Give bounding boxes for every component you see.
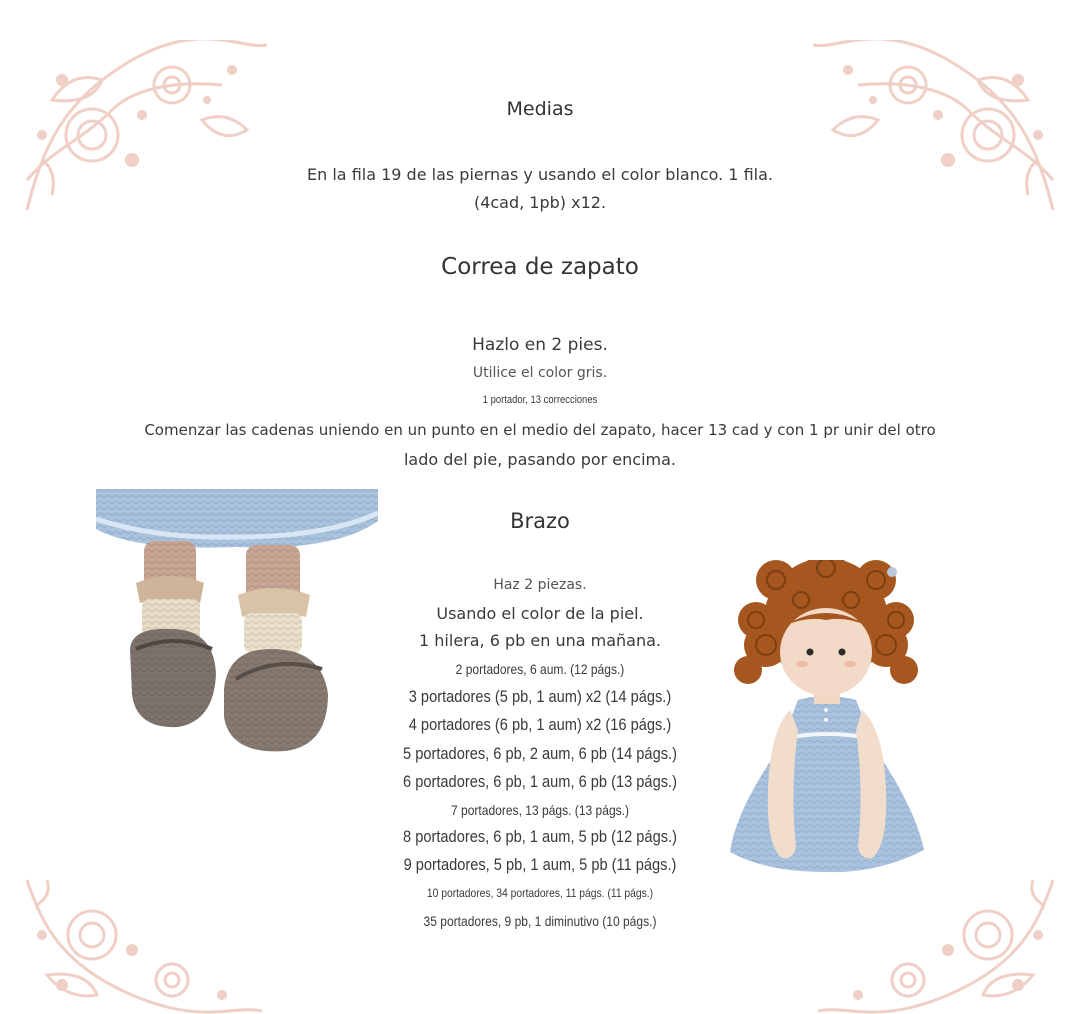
correa-line-5: lado del pie, pasando por encima. (403, 450, 676, 469)
brazo-line: 8 portadores, 6 pb, 1 aum, 5 pb (12 págs.) (403, 827, 677, 846)
medias-instruction-line-1: En la fila 19 de las piernas y usando el color blanco. 1 fila. (307, 165, 773, 184)
correa-line-2: Utilice el color gris. (472, 365, 608, 381)
brazo-line: 2 portadores, 6 aum. (12 págs.) (455, 661, 625, 677)
correa-line-3: 1 portador, 13 correcciones (482, 394, 598, 406)
medias-instruction-line-2: (4cad, 1pb) x12. (473, 193, 607, 212)
section-title-medias: Medias (506, 98, 574, 120)
correa-line-4: Comenzar las cadenas uniendo en un punto en el medio del zapato, hacer 13 cad y con 1 pr unir del otro (144, 421, 936, 439)
section-title-brazo: Brazo (510, 509, 570, 533)
doll-photo (726, 560, 926, 876)
doll-legs-photo (96, 489, 378, 759)
lace-corner-top-left (22, 40, 272, 215)
brazo-line: 9 portadores, 5 pb, 1 aum, 5 pb (11 págs.) (403, 855, 677, 874)
brazo-line: 4 portadores (6 pb, 1 aum) x2 (16 págs.) (408, 715, 672, 734)
brazo-line: Usando el color de la piel. (436, 604, 644, 623)
section-title-correa: Correa de zapato (441, 254, 639, 280)
brazo-line: 1 hilera, 6 pb en una mañana. (419, 631, 661, 650)
brazo-line: 3 portadores (5 pb, 1 aum) x2 (14 págs.) (408, 687, 672, 706)
brazo-line: 10 portadores, 34 portadores, 11 págs. (11 págs.) (426, 886, 654, 900)
brazo-line: Haz 2 piezas. (493, 577, 587, 593)
lace-corner-top-right (808, 40, 1058, 215)
brazo-line: 35 portadores, 9 pb, 1 diminutivo (10 págs.) (423, 913, 657, 929)
correa-line-1: Hazlo en 2 pies. (472, 335, 608, 355)
brazo-line: 7 portadores, 13 págs. (13 págs.) (450, 802, 630, 818)
brazo-line: 6 portadores, 6 pb, 1 aum, 6 pb (13 págs.) (403, 772, 677, 791)
brazo-line: 5 portadores, 6 pb, 2 aum, 6 pb (14 págs.) (403, 744, 677, 763)
